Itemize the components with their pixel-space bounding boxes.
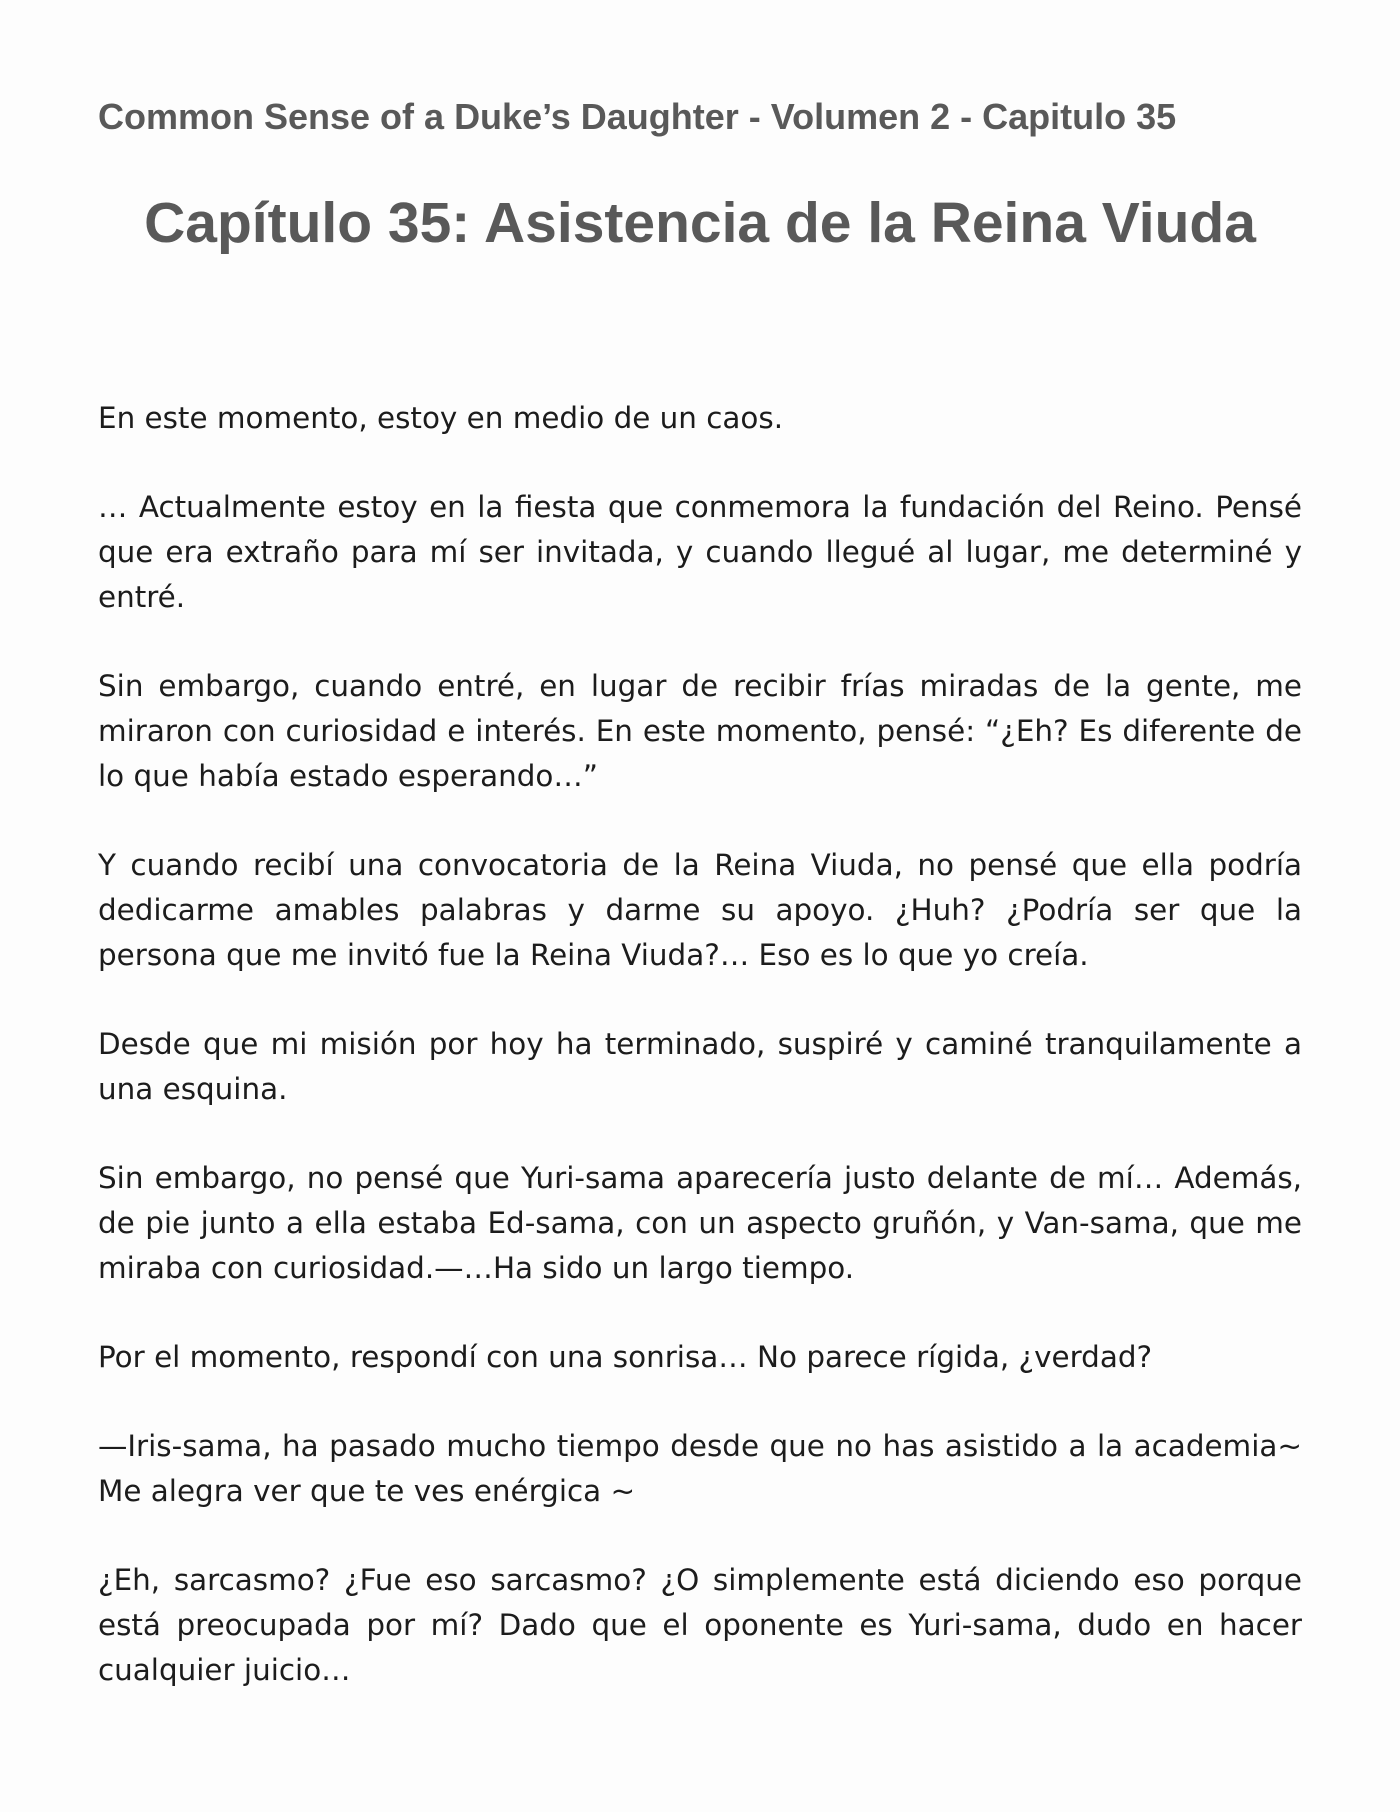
paragraph: Sin embargo, cuando entré, en lugar de recibir frías miradas de la gente, me miraron con curiosidad e interés. En este momento, pensé: “¿Eh? Es diferente de lo que había estado esperando…” [98, 669, 1302, 793]
paragraph: En este momento, estoy en medio de un caos. [98, 401, 784, 435]
paragraph: Por el momento, respondí con una sonrisa… No parece rígida, ¿verdad? [98, 1340, 1153, 1374]
paragraph: Desde que mi misión por hoy ha terminado, suspiré y caminé tranquilamente a una esquina. [98, 1027, 1302, 1106]
paragraph: —Iris-sama, ha pasado mucho tiempo desde que no has asistido a la academia~ Me alegra ver que te ves enérgica ~ [98, 1429, 1302, 1508]
paragraph: Sin embargo, no pensé que Yuri-sama aparecería justo delante de mí… Además, de pie junto a ella estaba Ed-sama, con un aspecto gruñón, y Van-sama, que me miraba con curiosidad.—…Ha sido un largo tiempo. [98, 1161, 1302, 1285]
chapter-title: Capítulo 35: Asistencia de la Reina Viuda [144, 191, 1256, 255]
paragraph: ¿Eh, sarcasmo? ¿Fue eso sarcasmo? ¿O simplemente está diciendo eso porque está preocupada por mí? Dado que el oponente es Yuri-sama, dudo en hacer cualquier juicio… [98, 1563, 1302, 1687]
paragraph: Y cuando recibí una convocatoria de la Reina Viuda, no pensé que ella podría dedicarme amables palabras y darme su apoyo. ¿Huh? ¿Podría ser que la persona que me invitó fue la Reina Viuda?… Eso es lo que yo creía. [98, 848, 1302, 972]
paragraph: … Actualmente estoy en la fiesta que conmemora la fundación del Reino. Pensé que era extraño para mí ser invitada, y cuando llegué al lugar, me determiné y entré. [98, 490, 1302, 614]
chapter-body [98, 396, 1302, 1737]
running-header: Common Sense of a Duke’s Daughter - Volumen 2 - Capitulo 35 [98, 96, 1177, 137]
